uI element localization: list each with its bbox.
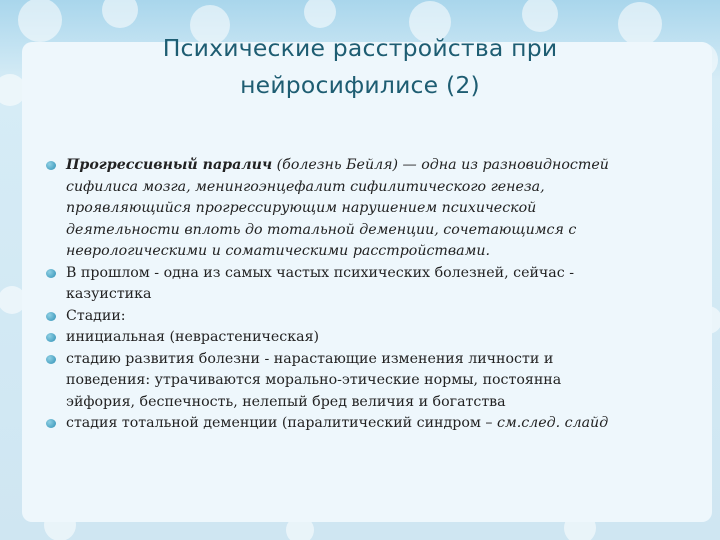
bullet-icon xyxy=(46,333,56,342)
bullet-history xyxy=(46,263,666,306)
bullet-icon xyxy=(46,355,56,364)
title-line-1: Психические расстройства при xyxy=(162,34,558,62)
bullet-icon xyxy=(46,419,56,428)
bullet-text: казуистика xyxy=(66,286,152,302)
bullet-text: сифилиса мозга, менингоэнцефалит сифилитического генеза, xyxy=(66,178,545,195)
bullet-initial-stage xyxy=(46,327,666,349)
bullet-text: В прошлом - одна из самых частых психических болезней, сейчас - xyxy=(66,264,575,281)
page-title xyxy=(0,30,720,104)
bullet-text: проявляющийся прогрессирующим нарушением психической xyxy=(66,200,537,216)
bullet-text: Стадии: xyxy=(66,307,126,324)
bullet-text: стадию развития болезни - нарастающие изменения личности и xyxy=(66,350,554,367)
bullet-development-stage xyxy=(46,349,666,414)
bullet-icon xyxy=(46,269,56,278)
bullet-list xyxy=(46,155,666,435)
bullet-stages xyxy=(46,306,666,328)
bullet-icon xyxy=(46,161,56,170)
title-line-2: нейросифилисе (2) xyxy=(240,71,480,99)
bullet-text: (болезнь Бейля) — одна из разновидностей xyxy=(272,157,609,173)
bullet-dementia-stage xyxy=(46,413,666,435)
bullet-text: неврологическими и соматическими расстройствами. xyxy=(66,243,490,259)
term-progressive-paralysis: Прогрессивный паралич xyxy=(66,157,273,173)
bullet-text: деятельности вплоть до тотальной деменции, сочетающимся с xyxy=(66,221,577,238)
bullet-text: поведения: утрачиваются морально-этические нормы, постоянна xyxy=(66,372,562,388)
bullet-icon xyxy=(46,312,56,321)
bullet-text: стадия тотальной деменции (паралитический синдром – xyxy=(66,415,498,431)
next-slide-reference: см.след. слайд xyxy=(497,415,609,431)
bullet-progressive-paralysis xyxy=(46,155,666,263)
bullet-text: эйфория, беспечность, нелепый бред величия и богатства xyxy=(66,393,506,410)
bullet-text: инициальная (неврастеническая) xyxy=(66,329,320,345)
